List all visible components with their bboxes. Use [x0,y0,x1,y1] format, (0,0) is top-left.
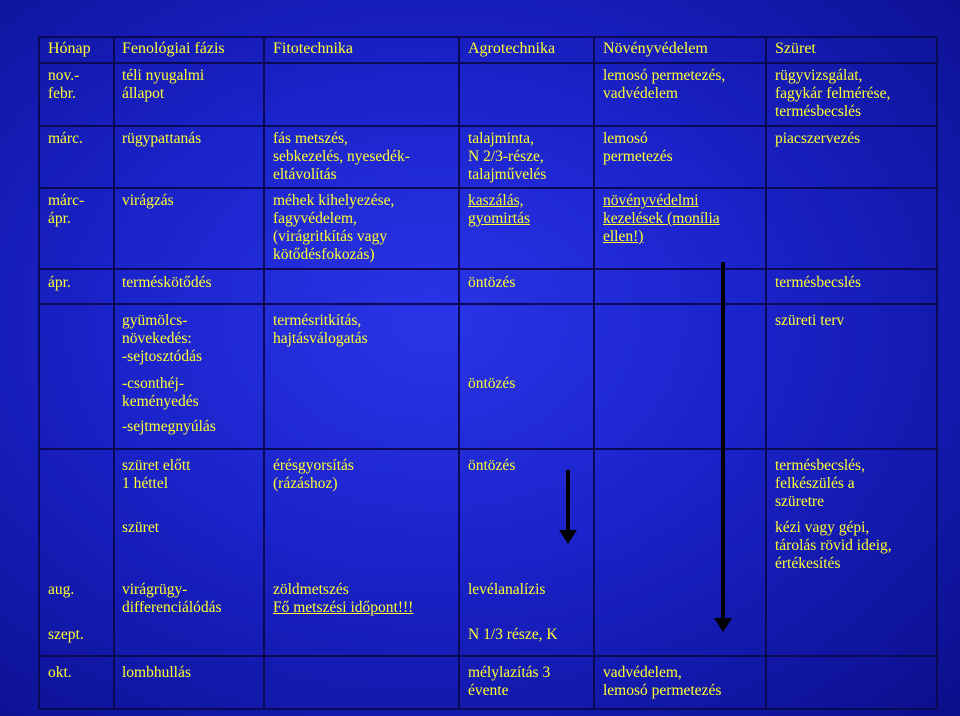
table-cell: öntözés [468,375,516,392]
table-cell: vadvédelem, lemosó permetezés [603,664,722,699]
table-cell: talajminta, N 2/3-része, talajművelés [468,130,547,183]
row-divider [39,62,939,64]
header-plant-protection: Növényvédelem [603,40,708,57]
down-arrow-icon [566,470,570,532]
col-divider [458,36,460,710]
row-divider [39,303,939,305]
col-divider [263,36,265,710]
row-divider [39,655,939,657]
table-cell: termésbecslés [775,274,862,291]
row-divider [39,448,939,450]
table-cell: márc- ápr. [48,192,85,227]
table-cell: öntözés [468,274,516,291]
table-cell: termésbecslés, felkészülés a szüretre [775,457,865,510]
table-cell: termésritkítás, hajtásválogatás [273,312,368,347]
table-cell: rügypattanás [122,130,202,147]
table-cell: öntözés [468,457,516,474]
table-cell: nov.- febr. [48,67,80,102]
table-cell: szüreti terv [775,312,845,329]
row-divider [39,268,939,270]
table-cell: okt. [48,664,72,681]
table-cell: aug. [48,581,75,598]
table-cell: piacszervezés [775,130,861,147]
col-divider [593,36,595,710]
table-cell: virágzás [122,192,174,209]
table-cell: szüret előtt 1 héttel [122,457,191,492]
table-cell: kézi vagy gépi, tárolás rövid ideig, értékesítés [775,519,892,572]
row-divider [39,125,939,127]
table-cell: növényvédelmi kezelések (monília ellen!) [603,192,720,245]
table-cell: mélylazítás 3 évente [468,664,551,699]
table-cell: téli nyugalmi állapot [122,67,205,102]
table-cell: kaszálás, gyomirtás [468,192,530,227]
header-harvest: Szüret [775,40,816,57]
table-cell: márc. [48,130,83,147]
col-divider [113,36,115,710]
table-cell: rügyvizsgálat, fagykár felmérése, termésbecslés [775,67,891,120]
table-cell: gyümölcs- növekedés: -sejtosztódás [122,312,203,365]
table-cell: N 1/3 része, K [468,626,558,643]
header-phenology: Fenológiai fázis [122,40,225,57]
table-cell: méhek kihelyezése, fagyvédelem, (virágritkítás vagy kötődésfokozás) [273,192,395,263]
table-cell: fás metszés, sebkezelés, nyesedék- eltávolítás [273,130,410,183]
table-cell: érésgyorsítás (rázáshoz) [273,457,354,492]
header-phytotechnics: Fitotechnika [273,40,353,57]
table-cell: -csonthéj- keményedés [122,375,199,410]
table-cell: szept. [48,626,84,643]
table-cell: -sejtmegnyúlás [122,418,216,435]
table-cell: ápr. [48,274,71,291]
table-cell: virágrügy- differenciálódás [122,581,222,616]
down-arrow-icon [721,262,725,620]
table-cell: lombhullás [122,664,191,681]
table-cell: szüret [122,519,160,536]
table-cell: levélanalízis [468,581,546,598]
table-cell: lemosó permetezés [603,130,673,165]
table-cell: terméskötődés [122,274,212,291]
table-cell: zöldmetszés Fő metszési időpont!!! [273,581,414,616]
table-cell: lemosó permetezés, vadvédelem [603,67,726,102]
header-agrotechnics: Agrotechnika [468,40,556,57]
header-month: Hónap [48,40,91,57]
row-divider [39,187,939,189]
col-divider [765,36,767,710]
